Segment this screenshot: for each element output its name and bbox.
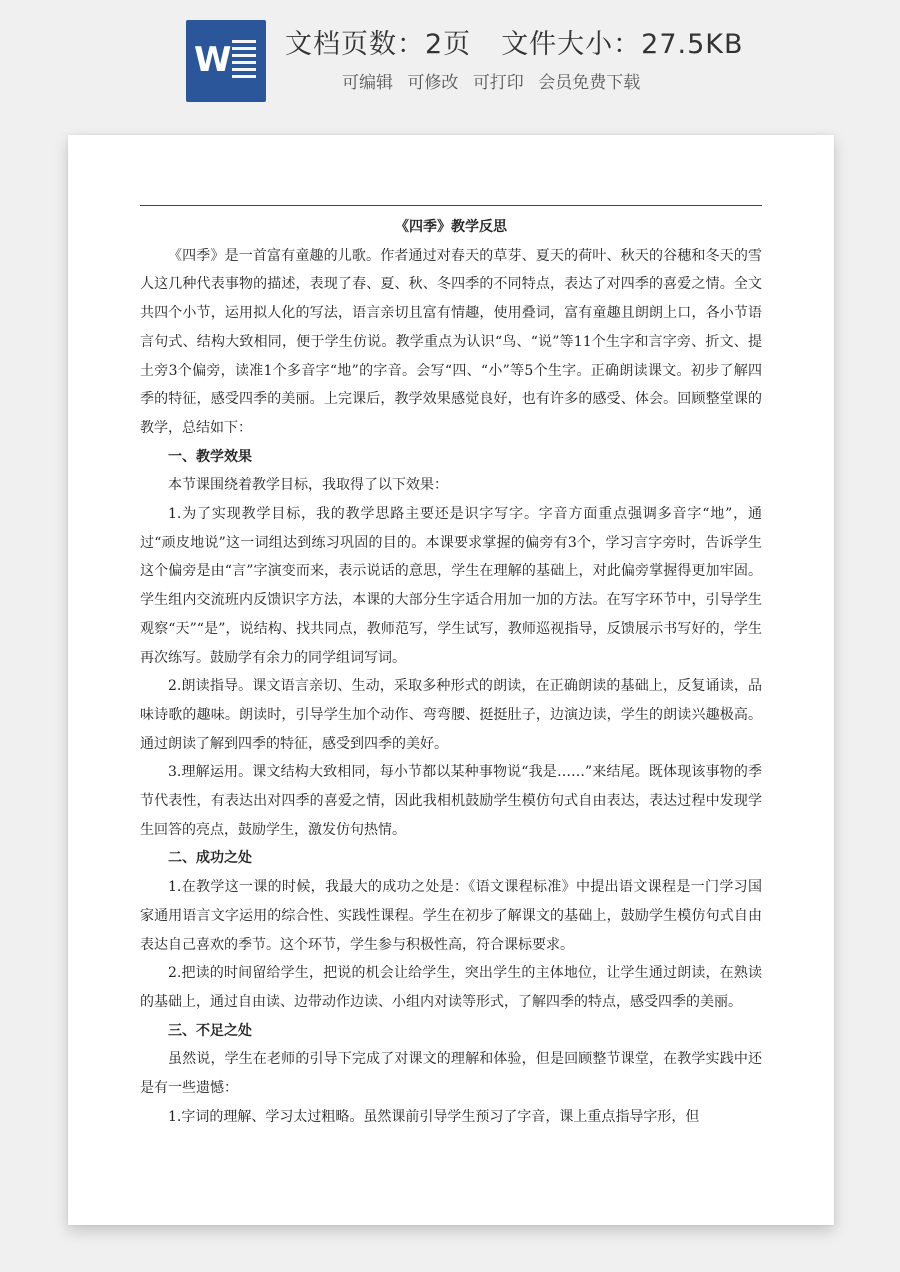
paragraph: 本节课围绕着教学目标，我取得了以下效果： xyxy=(168,477,448,494)
intro-paragraph: 《四季》是一首富有童趣的儿歌。作者通过对春天的草芽、夏天的荷叶、秋天的谷穗和冬天的雪人这几种代表事物的描述，表现了春、夏、秋、冬四季的不同特点，表达了对四季的喜爱之情。全文共四个小节，运用拟人化的写法，语言亲切且富有情趣，使用叠词，富有童趣且朗朗上口，各小节语言句式、结构大致相同，便于学生仿说。教学重点为认识“鸟、“说”等11个生字和言字旁、折文、提土旁3个偏旁，读准1个多音字“地”的字音。会写“四、“小”等5个生字。正确朗读课文。初步了解四季的特征，感受四季的美丽。上完课后，教学效果感觉良好，也有许多的感受、体会。回顾整堂课的教学，总结如下： xyxy=(140,247,762,436)
feature-list xyxy=(342,68,649,93)
paragraph: 1.在教学这一课的时候，我最大的成功之处是：《语文课程标准》中提出语文课程是一门学习国家通用语言文字运用的综合性、实践性课程。学生在初步了解课文的基础上，鼓励学生模仿句式自由表达自己喜欢的季节。这个环节，学生参与积极性高，符合课标要求。 xyxy=(140,879,762,953)
header-rule xyxy=(140,205,762,206)
paragraph: 2.把读的时间留给学生，把说的机会让给学生，突出学生的主体地位，让学生通过朗读，在熟读的基础上，通过自由读、边带动作边读、小组内对读等形式，了解四季的特点，感受四季的美丽。 xyxy=(140,965,762,1010)
page-count: 文档页数：2页 xyxy=(285,29,472,60)
section-heading: 二、成功之处 xyxy=(168,850,252,867)
file-size: 文件大小：27.5KB xyxy=(501,29,744,60)
section-heading: 三、不足之处 xyxy=(168,1022,252,1039)
document-body xyxy=(140,213,762,1132)
feature-modifiable: 可修改 xyxy=(407,73,459,93)
paragraph: 3.理解运用。课文结构大致相同，每小节都以某种事物说“我是……”来结尾。既体现该事物的季节代表性，有表达出对四季的喜爱之情，因此我相机鼓励学生模仿句式自由表达，表达过程中发现学生回答的亮点，鼓励学生，激发仿句热情。 xyxy=(140,764,762,838)
paragraph: 虽然说，学生在老师的引导下完成了对课文的理解和体验，但是回顾整节课堂，在教学实践中还是有一些遗憾： xyxy=(140,1051,762,1097)
paragraph: 1.为了实现教学目标，我的教学思路主要还是识字写字。字音方面重点强调多音字“地”，通过“顽皮地说”这一词组达到练习巩固的目的。本课要求掌握的偏旁有3个，学习言字旁时，告诉学生这个偏旁是由“言”字演变而来，表示说话的意思，学生在理解的基础上，对此偏旁掌握得更加牢固。学生组内交流班内反馈识字方法，本课的大部分生字适合用加一加的方法。在写字环节中，引导学生观察“天”“是”，说结构、找共同点，教师范写，学生试写，教师巡视指导，反馈展示书写好的，学生再次练写。鼓励学有余力的同学组词写词。 xyxy=(140,506,762,666)
feature-editable: 可编辑 xyxy=(342,73,393,93)
download-header xyxy=(0,0,900,125)
feature-free-download: 会员免费下载 xyxy=(538,73,641,93)
document-title: 《四季》教学反思 xyxy=(395,219,507,235)
section-heading: 一、教学效果 xyxy=(168,448,252,465)
file-info xyxy=(285,22,744,61)
word-document-icon: W xyxy=(186,20,266,102)
paragraph: 1.字词的理解、学习太过粗略。虽然课前引导学生预习了字音，课上重点指导字形，但 xyxy=(168,1108,700,1125)
document-page xyxy=(68,135,834,1225)
paragraph: 2.朗读指导。课文语言亲切、生动，采取多种形式的朗读，在正确朗读的基础上，反复诵读，品味诗歌的趣味。朗读时，引导学生加个动作、弯弯腰、挺挺肚子，边演边读，学生的朗读兴趣极高。通过朗读了解到四季的特征，感受到四季的美好。 xyxy=(140,678,762,752)
feature-printable: 可打印 xyxy=(472,73,524,93)
